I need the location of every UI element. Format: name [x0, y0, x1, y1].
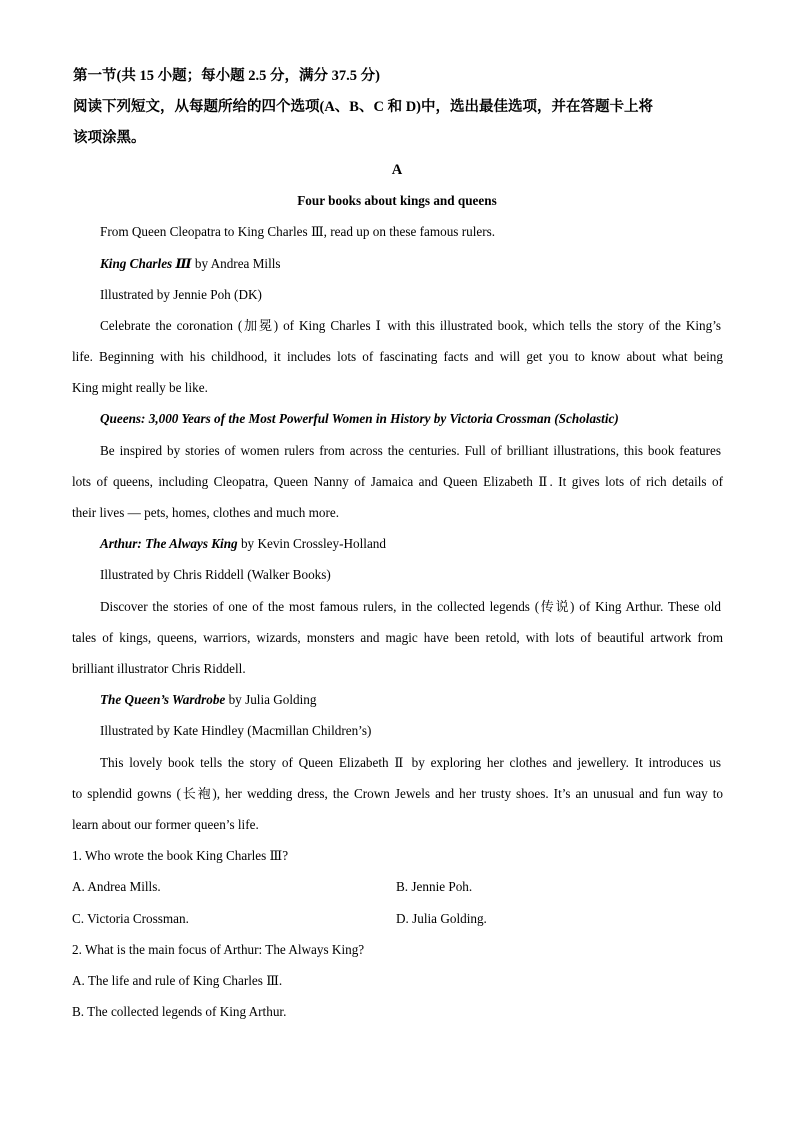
passage-letter: A [391, 162, 403, 178]
question-1-option-d[interactable]: D. Julia Golding. [396, 911, 487, 926]
book-3-author: by Kevin Crossley-Holland [237, 536, 386, 551]
book-1-illustrated: Illustrated by Jennie Poh (DK) [100, 287, 262, 302]
book-1-desc-line-3: King might really be like. [72, 380, 208, 395]
section-heading: 第一节(共 15 小题；每小题 2.5 分，满分 37.5 分) [73, 68, 380, 84]
book-1-heading [100, 254, 281, 274]
instruction-line-2: 该项涂黑。 [73, 130, 146, 146]
book-1-title: King Charles Ⅲ [100, 256, 192, 271]
question-1-stem: 1. Who wrote the book King Charles Ⅲ? [72, 848, 289, 863]
book-2-desc-line-3: their lives — pets, homes, clothes and much more. [72, 505, 339, 520]
book-3-desc-line-3: brilliant illustrator Chris Riddell. [72, 661, 246, 676]
question-2-option-a[interactable]: A. The life and rule of King Charles Ⅲ. [72, 973, 283, 988]
question-1-option-a[interactable]: A. Andrea Mills. [72, 879, 161, 894]
book-4-desc-line-3: learn about our former queen’s life. [72, 817, 259, 832]
book-3-heading [100, 534, 386, 554]
instruction-line-1: 阅读下列短文，从每题所给的四个选项(A、B、C 和 D)中，选出最佳选项，并在答题卡上将 [73, 99, 653, 115]
book-2-title: Queens: 3,000 Years of the Most Powerful Women in History by Victoria Crossman (Scholastic) [100, 411, 619, 426]
question-1-option-c[interactable]: C. Victoria Crossman. [72, 911, 189, 926]
question-2-stem: 2. What is the main focus of Arthur: The Always King? [72, 942, 365, 957]
book-4-author: by Julia Golding [225, 692, 317, 707]
book-3-desc-line-1: Discover the stories of one of the most famous rulers, in the collected legends (传说) of King Arthur. These old [100, 599, 721, 614]
book-2-desc-line-2: lots of queens, including Cleopatra, Queen Nanny of Jamaica and Queen Elizabeth Ⅱ. It gives lots of rich details of [72, 474, 723, 489]
book-2-desc-line-1: Be inspired by stories of women rulers from across the centuries. Full of brilliant illustrations, this book features [100, 443, 721, 458]
book-3-title: Arthur: The Always King [100, 536, 238, 551]
book-4-illustrated: Illustrated by Kate Hindley (Macmillan Children’s) [100, 723, 372, 738]
book-3-illustrated: Illustrated by Chris Riddell (Walker Books) [100, 567, 331, 582]
book-4-desc-line-2: to splendid gowns (长袍), her wedding dress, the Crown Jewels and her trusty shoes. It’s an unusual and fun way to [72, 786, 723, 801]
passage-title: Four books about kings and queens [297, 193, 497, 208]
book-1-desc-line-1: Celebrate the coronation (加冕) of King Charles Ⅰ with this illustrated book, which tells the story of the King’s [100, 318, 721, 333]
question-1-option-b[interactable]: B. Jennie Poh. [396, 879, 473, 894]
passage-intro: From Queen Cleopatra to King Charles Ⅲ, read up on these famous rulers. [100, 224, 496, 239]
book-4-heading [100, 690, 317, 710]
book-1-desc-line-2: life. Beginning with his childhood, it includes lots of fascinating facts and will get you to know about what being [72, 349, 723, 364]
question-2-option-b[interactable]: B. The collected legends of King Arthur. [72, 1004, 287, 1019]
book-3-desc-line-2: tales of kings, queens, warriors, wizards, monsters and magic have been retold, with lots of beautiful artwork from [72, 630, 723, 645]
book-1-author: by Andrea Mills [191, 256, 281, 271]
book-4-desc-line-1: This lovely book tells the story of Queen Elizabeth Ⅱ by exploring her clothes and jewellery. It introduces us [100, 755, 721, 770]
book-4-title: The Queen’s Wardrobe [100, 692, 226, 707]
